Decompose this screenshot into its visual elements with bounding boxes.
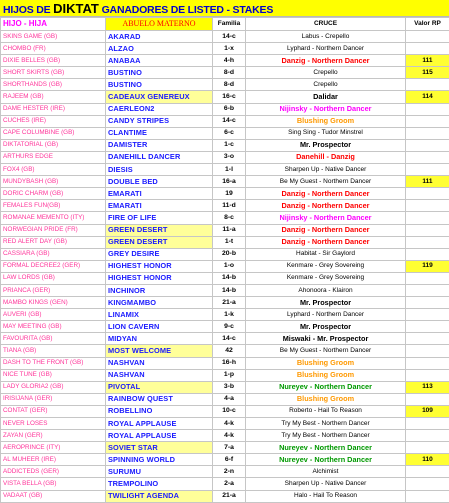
cell-familia[interactable]: 8-d	[213, 79, 246, 91]
cell-familia[interactable]: 11-d	[213, 200, 246, 212]
cell-familia[interactable]: 1-t	[213, 236, 246, 248]
cell-familia[interactable]: 6-c	[213, 127, 246, 139]
table-row[interactable]	[1, 430, 449, 442]
table-row[interactable]	[1, 236, 449, 248]
table-row[interactable]	[1, 200, 449, 212]
cell-hijo[interactable]: DIXIE BELLES (GB)	[1, 55, 106, 67]
cell-familia[interactable]: 14-c	[213, 115, 246, 127]
cell-hijo[interactable]: CHOMBO (FR)	[1, 43, 106, 55]
cell-abuelo[interactable]: GREY DESIRE	[106, 248, 213, 260]
cell-rp[interactable]	[406, 103, 449, 115]
table-row[interactable]	[1, 151, 449, 163]
cell-cruce[interactable]: Danehill - Danzig	[246, 151, 406, 163]
cell-abuelo[interactable]: HIGHEST HONOR	[106, 260, 213, 272]
cell-abuelo[interactable]: DIESIS	[106, 164, 213, 176]
cell-abuelo[interactable]: TWILIGHT AGENDA	[106, 490, 213, 502]
table-row[interactable]	[1, 345, 449, 357]
cell-familia[interactable]: 14-b	[213, 284, 246, 296]
cell-familia[interactable]: 19	[213, 188, 246, 200]
table-row[interactable]	[1, 115, 449, 127]
cell-abuelo[interactable]: EMARATI	[106, 200, 213, 212]
cell-hijo[interactable]: DASH TO THE FRONT (GB)	[1, 357, 106, 369]
cell-abuelo[interactable]: LINAMIX	[106, 309, 213, 321]
cell-abuelo[interactable]: SURUMU	[106, 466, 213, 478]
table-row[interactable]	[1, 454, 449, 466]
cell-abuelo[interactable]: MIDYAN	[106, 333, 213, 345]
table-row[interactable]	[1, 309, 449, 321]
cell-familia[interactable]: 14-c	[213, 333, 246, 345]
title-sire: DIKTAT	[53, 1, 99, 16]
cell-cruce[interactable]: Lyphard - Northern Dancer	[246, 309, 406, 321]
cell-rp[interactable]	[406, 139, 449, 151]
cell-rp[interactable]: 109	[406, 405, 449, 417]
cell-rp[interactable]	[406, 200, 449, 212]
cell-rp[interactable]: 119	[406, 260, 449, 272]
cell-familia[interactable]: 3-b	[213, 381, 246, 393]
table-row[interactable]	[1, 55, 449, 67]
cell-rp[interactable]	[406, 430, 449, 442]
cell-familia[interactable]: 21-a	[213, 297, 246, 309]
cell-rp[interactable]	[406, 224, 449, 236]
cell-familia[interactable]: 4-a	[213, 393, 246, 405]
cell-familia[interactable]: 14-b	[213, 272, 246, 284]
table-row[interactable]	[1, 127, 449, 139]
cell-rp[interactable]	[406, 442, 449, 454]
cell-cruce[interactable]: Be My Guest - Northern Dancer	[246, 345, 406, 357]
cell-abuelo[interactable]: ANABAA	[106, 55, 213, 67]
cell-hijo[interactable]: MAMBO KINGS (GEN)	[1, 297, 106, 309]
cell-cruce[interactable]: Danzig - Northern Dancer	[246, 224, 406, 236]
cell-rp[interactable]	[406, 393, 449, 405]
cell-hijo[interactable]: MUNDYBASH (GB)	[1, 176, 106, 188]
cell-cruce[interactable]: Nijinsky - Northern Dancer	[246, 103, 406, 115]
cell-hijo[interactable]: NORWEGIAN PRIDE (FR)	[1, 224, 106, 236]
title-suffix: GANADORES DE LISTED - STAKES	[102, 4, 274, 16]
cell-cruce[interactable]: Crepello	[246, 79, 406, 91]
cell-hijo[interactable]: DORIC CHARM (GB)	[1, 188, 106, 200]
cell-abuelo[interactable]: ROYAL APPLAUSE	[106, 430, 213, 442]
cell-rp[interactable]	[406, 115, 449, 127]
cell-hijo[interactable]: RED ALERT DAY (GB)	[1, 236, 106, 248]
header-hijo[interactable]: HIJO - HIJA	[1, 18, 106, 31]
cell-familia[interactable]: 16-a	[213, 176, 246, 188]
cell-hijo[interactable]: MAY MEETING (GB)	[1, 321, 106, 333]
table-row[interactable]	[1, 405, 449, 417]
cell-hijo[interactable]: LAW LORDS (GB)	[1, 272, 106, 284]
cell-cruce[interactable]: Try My Best - Northern Dancer	[246, 430, 406, 442]
cell-abuelo[interactable]: MOST WELCOME	[106, 345, 213, 357]
cell-hijo[interactable]: ADDICTEDS (GER)	[1, 466, 106, 478]
cell-familia[interactable]: 8-d	[213, 67, 246, 79]
cell-abuelo[interactable]: NASHVAN	[106, 357, 213, 369]
cell-hijo[interactable]: DAME HESTER (IRE)	[1, 103, 106, 115]
cell-rp[interactable]: 114	[406, 91, 449, 103]
cell-cruce[interactable]: Ahonoora - Klairon	[246, 284, 406, 296]
cell-hijo[interactable]: CONTAT (GER)	[1, 405, 106, 417]
cell-rp[interactable]	[406, 490, 449, 502]
table-row[interactable]	[1, 79, 449, 91]
cell-cruce[interactable]: Danzig - Northern Dancer	[246, 200, 406, 212]
cell-abuelo[interactable]: HIGHEST HONOR	[106, 272, 213, 284]
cell-hijo[interactable]: SHORTHANDS (GB)	[1, 79, 106, 91]
cell-rp[interactable]	[406, 297, 449, 309]
cell-abuelo[interactable]: AKARAD	[106, 31, 213, 43]
cell-hijo[interactable]: SKINS GAME (GB)	[1, 31, 106, 43]
cell-cruce[interactable]: Blushing Groom	[246, 115, 406, 127]
cell-hijo[interactable]: VADAAT (GB)	[1, 490, 106, 502]
cell-abuelo[interactable]: ALZAO	[106, 43, 213, 55]
cell-hijo[interactable]: CUCHES (IRE)	[1, 115, 106, 127]
table-row[interactable]	[1, 224, 449, 236]
cell-rp[interactable]	[406, 478, 449, 490]
cell-abuelo[interactable]: BUSTINO	[106, 67, 213, 79]
cell-rp[interactable]: 113	[406, 381, 449, 393]
cell-rp[interactable]	[406, 79, 449, 91]
cell-abuelo[interactable]: KINGMAMBO	[106, 297, 213, 309]
cell-hijo[interactable]: PRIANCA (GER)	[1, 284, 106, 296]
table-row[interactable]	[1, 91, 449, 103]
cell-abuelo[interactable]: GREEN DESERT	[106, 236, 213, 248]
cell-abuelo[interactable]: ROYAL APPLAUSE	[106, 418, 213, 430]
cell-hijo[interactable]: FORMAL DECREE2 (GER)	[1, 260, 106, 272]
cell-rp[interactable]	[406, 321, 449, 333]
cell-cruce[interactable]: Blushing Groom	[246, 393, 406, 405]
cell-familia[interactable]: 2-n	[213, 466, 246, 478]
cell-rp[interactable]	[406, 127, 449, 139]
cell-abuelo[interactable]: CADEAUX GENEREUX	[106, 91, 213, 103]
cell-abuelo[interactable]: RAINBOW QUEST	[106, 393, 213, 405]
cell-hijo[interactable]: ROMANAE MEMENTO (ITY)	[1, 212, 106, 224]
cell-abuelo[interactable]: CAERLEON2	[106, 103, 213, 115]
cell-familia[interactable]: 14-c	[213, 31, 246, 43]
cell-rp[interactable]: 111	[406, 176, 449, 188]
cell-hijo[interactable]: NICE TUNE (GB)	[1, 369, 106, 381]
title-bar	[0, 0, 449, 17]
table-row[interactable]	[1, 297, 449, 309]
cell-cruce[interactable]: Mr. Prospector	[246, 321, 406, 333]
title-prefix: HIJOS DE	[3, 4, 50, 16]
cell-familia[interactable]: 11-a	[213, 224, 246, 236]
cell-hijo[interactable]: TIANA (GB)	[1, 345, 106, 357]
table-row[interactable]	[1, 478, 449, 490]
winners-table	[0, 17, 449, 503]
cell-familia[interactable]: 2-a	[213, 478, 246, 490]
cell-cruce[interactable]: Mr. Prospector	[246, 297, 406, 309]
cell-cruce[interactable]: Danzig - Northern Dancer	[246, 236, 406, 248]
cell-rp[interactable]	[406, 151, 449, 163]
cell-abuelo[interactable]: TREMPOLINO	[106, 478, 213, 490]
cell-abuelo[interactable]: DOUBLE BED	[106, 176, 213, 188]
table-row[interactable]	[1, 31, 449, 43]
cell-abuelo[interactable]: ROBELLINO	[106, 405, 213, 417]
cell-rp[interactable]	[406, 43, 449, 55]
cell-familia[interactable]: 1-o	[213, 260, 246, 272]
cell-hijo[interactable]: NEVER LOSES	[1, 418, 106, 430]
table-row[interactable]	[1, 418, 449, 430]
cell-hijo[interactable]: IRISIJANA (GER)	[1, 393, 106, 405]
cell-rp[interactable]	[406, 333, 449, 345]
cell-familia[interactable]: 9-c	[213, 321, 246, 333]
cell-rp[interactable]	[406, 357, 449, 369]
cell-hijo[interactable]: RAJEEM (GB)	[1, 91, 106, 103]
table-row[interactable]	[1, 321, 449, 333]
cell-rp[interactable]: 115	[406, 67, 449, 79]
cell-familia[interactable]: 1-p	[213, 369, 246, 381]
cell-familia[interactable]: 8-c	[213, 212, 246, 224]
cell-hijo[interactable]: AEROPRINCE (ITY)	[1, 442, 106, 454]
cell-hijo[interactable]: FOX4 (GB)	[1, 164, 106, 176]
cell-familia[interactable]: 4-k	[213, 418, 246, 430]
cell-cruce[interactable]: Danzig - Northern Dancer	[246, 188, 406, 200]
cell-abuelo[interactable]: CLANTIME	[106, 127, 213, 139]
cell-hijo[interactable]: ARTHURS EDGE	[1, 151, 106, 163]
table-row[interactable]	[1, 188, 449, 200]
table-row[interactable]	[1, 272, 449, 284]
cell-familia[interactable]: 3-o	[213, 151, 246, 163]
cell-familia[interactable]: 4-k	[213, 430, 246, 442]
cell-familia[interactable]: 42	[213, 345, 246, 357]
cell-hijo[interactable]: AUVERI (GB)	[1, 309, 106, 321]
table-row[interactable]	[1, 284, 449, 296]
cell-familia[interactable]: 4-h	[213, 55, 246, 67]
header-familia[interactable]: Familia	[213, 18, 246, 31]
cell-rp[interactable]	[406, 248, 449, 260]
cell-cruce[interactable]: Labus - Crepello	[246, 31, 406, 43]
cell-cruce[interactable]: Crepello	[246, 67, 406, 79]
cell-familia[interactable]: 10-c	[213, 405, 246, 417]
cell-hijo[interactable]: CASSIARA (GB)	[1, 248, 106, 260]
sheet-title	[3, 1, 273, 16]
cell-cruce[interactable]: Try My Best - Northern Dancer	[246, 418, 406, 430]
header-abuelo[interactable]: ABUELO MATERNO	[106, 18, 213, 31]
table-row[interactable]	[1, 176, 449, 188]
cell-familia[interactable]: 6-b	[213, 103, 246, 115]
header-row	[1, 18, 449, 31]
cell-rp[interactable]	[406, 284, 449, 296]
table-row[interactable]	[1, 212, 449, 224]
cell-hijo[interactable]: DIKTATORIAL (GB)	[1, 139, 106, 151]
cell-rp[interactable]: 110	[406, 454, 449, 466]
cell-cruce[interactable]: Danzig - Northern Dancer	[246, 55, 406, 67]
cell-cruce[interactable]: Habitat - Sir Gaylord	[246, 248, 406, 260]
table-row[interactable]	[1, 260, 449, 272]
cell-cruce[interactable]: Lyphard - Northern Dancer	[246, 43, 406, 55]
cell-abuelo[interactable]: SPINNING WORLD	[106, 454, 213, 466]
cell-abuelo[interactable]: FIRE OF LIFE	[106, 212, 213, 224]
cell-cruce[interactable]: Kenmare - Grey Sovereing	[246, 260, 406, 272]
table-row[interactable]	[1, 164, 449, 176]
table-row[interactable]	[1, 139, 449, 151]
cell-rp[interactable]	[406, 272, 449, 284]
cell-hijo[interactable]: VISTA BELLA (GB)	[1, 478, 106, 490]
cell-cruce[interactable]: Nureyev - Northern Dancer	[246, 442, 406, 454]
cell-abuelo[interactable]: GREEN DESERT	[106, 224, 213, 236]
cell-rp[interactable]	[406, 369, 449, 381]
table-row[interactable]	[1, 248, 449, 260]
cell-cruce[interactable]: Miswaki - Mr. Prospector	[246, 333, 406, 345]
table-row[interactable]	[1, 67, 449, 79]
cell-hijo[interactable]: FEMALES FUN(GB)	[1, 200, 106, 212]
cell-rp[interactable]	[406, 466, 449, 478]
cell-familia[interactable]: 1-x	[213, 43, 246, 55]
cell-familia[interactable]: 16-h	[213, 357, 246, 369]
table-row[interactable]	[1, 381, 449, 393]
cell-cruce[interactable]: Blushing Groom	[246, 357, 406, 369]
table-row[interactable]	[1, 466, 449, 478]
cell-abuelo[interactable]: LION CAVERN	[106, 321, 213, 333]
cell-abuelo[interactable]: DANEHILL DANCER	[106, 151, 213, 163]
cell-cruce[interactable]: Kenmare - Grey Sovereing	[246, 272, 406, 284]
cell-abuelo[interactable]: NASHVAN	[106, 369, 213, 381]
cell-cruce[interactable]: Blushing Groom	[246, 369, 406, 381]
cell-cruce[interactable]: Nijinsky - Northern Dancer	[246, 212, 406, 224]
cell-cruce[interactable]: Mr. Prospector	[246, 139, 406, 151]
cell-rp[interactable]	[406, 236, 449, 248]
cell-abuelo[interactable]: DAMISTER	[106, 139, 213, 151]
cell-abuelo[interactable]: SOVIET STAR	[106, 442, 213, 454]
table-row[interactable]	[1, 43, 449, 55]
cell-hijo[interactable]: CAPE COLUMBINE (GB)	[1, 127, 106, 139]
cell-hijo[interactable]: FAVOURITA (GB)	[1, 333, 106, 345]
cell-familia[interactable]: 1-l	[213, 164, 246, 176]
cell-familia[interactable]: 7-a	[213, 442, 246, 454]
table-row[interactable]	[1, 333, 449, 345]
cell-rp[interactable]	[406, 188, 449, 200]
cell-cruce[interactable]: Roberto - Hail To Reason	[246, 405, 406, 417]
cell-rp[interactable]	[406, 31, 449, 43]
table-row[interactable]	[1, 103, 449, 115]
cell-abuelo[interactable]: EMARATI	[106, 188, 213, 200]
cell-rp[interactable]: 111	[406, 55, 449, 67]
cell-abuelo[interactable]: PIVOTAL	[106, 381, 213, 393]
cell-hijo[interactable]: LADY GLORIA2 (GB)	[1, 381, 106, 393]
cell-abuelo[interactable]: CANDY STRIPES	[106, 115, 213, 127]
cell-cruce[interactable]: Sharpen Up - Native Dancer	[246, 164, 406, 176]
cell-familia[interactable]: 16-c	[213, 91, 246, 103]
header-cruce[interactable]: CRUCE	[246, 18, 406, 31]
cell-cruce[interactable]: Halo - Hail To Reason	[246, 490, 406, 502]
cell-cruce[interactable]: Be My Guest - Northern Dancer	[246, 176, 406, 188]
table-row[interactable]	[1, 357, 449, 369]
cell-hijo[interactable]: SHORT SKIRTS (GB)	[1, 67, 106, 79]
table-row[interactable]	[1, 369, 449, 381]
cell-cruce[interactable]: Nureyev - Northern Dancer	[246, 454, 406, 466]
cell-familia[interactable]: 20-b	[213, 248, 246, 260]
cell-familia[interactable]: 21-a	[213, 490, 246, 502]
cell-rp[interactable]	[406, 212, 449, 224]
cell-rp[interactable]	[406, 309, 449, 321]
cell-rp[interactable]	[406, 164, 449, 176]
cell-rp[interactable]	[406, 418, 449, 430]
cell-cruce[interactable]: Sing Sing - Tudor Minstrel	[246, 127, 406, 139]
table-row[interactable]	[1, 393, 449, 405]
table-row[interactable]	[1, 442, 449, 454]
header-rp[interactable]: Valor RP	[406, 18, 449, 31]
cell-hijo[interactable]: AL MUHEER (IRE)	[1, 454, 106, 466]
cell-familia[interactable]: 6-f	[213, 454, 246, 466]
cell-rp[interactable]	[406, 345, 449, 357]
cell-hijo[interactable]: ZAYAN (GER)	[1, 430, 106, 442]
cell-abuelo[interactable]: INCHINOR	[106, 284, 213, 296]
table-row[interactable]	[1, 490, 449, 502]
cell-familia[interactable]: 1-k	[213, 309, 246, 321]
table-body	[1, 31, 449, 503]
cell-cruce[interactable]: Sharpen Up - Native Dancer	[246, 478, 406, 490]
cell-cruce[interactable]: Nureyev - Northern Dancer	[246, 381, 406, 393]
cell-cruce[interactable]: Alchimist	[246, 466, 406, 478]
cell-abuelo[interactable]: BUSTINO	[106, 79, 213, 91]
cell-cruce[interactable]: Dalidar	[246, 91, 406, 103]
cell-familia[interactable]: 1-c	[213, 139, 246, 151]
